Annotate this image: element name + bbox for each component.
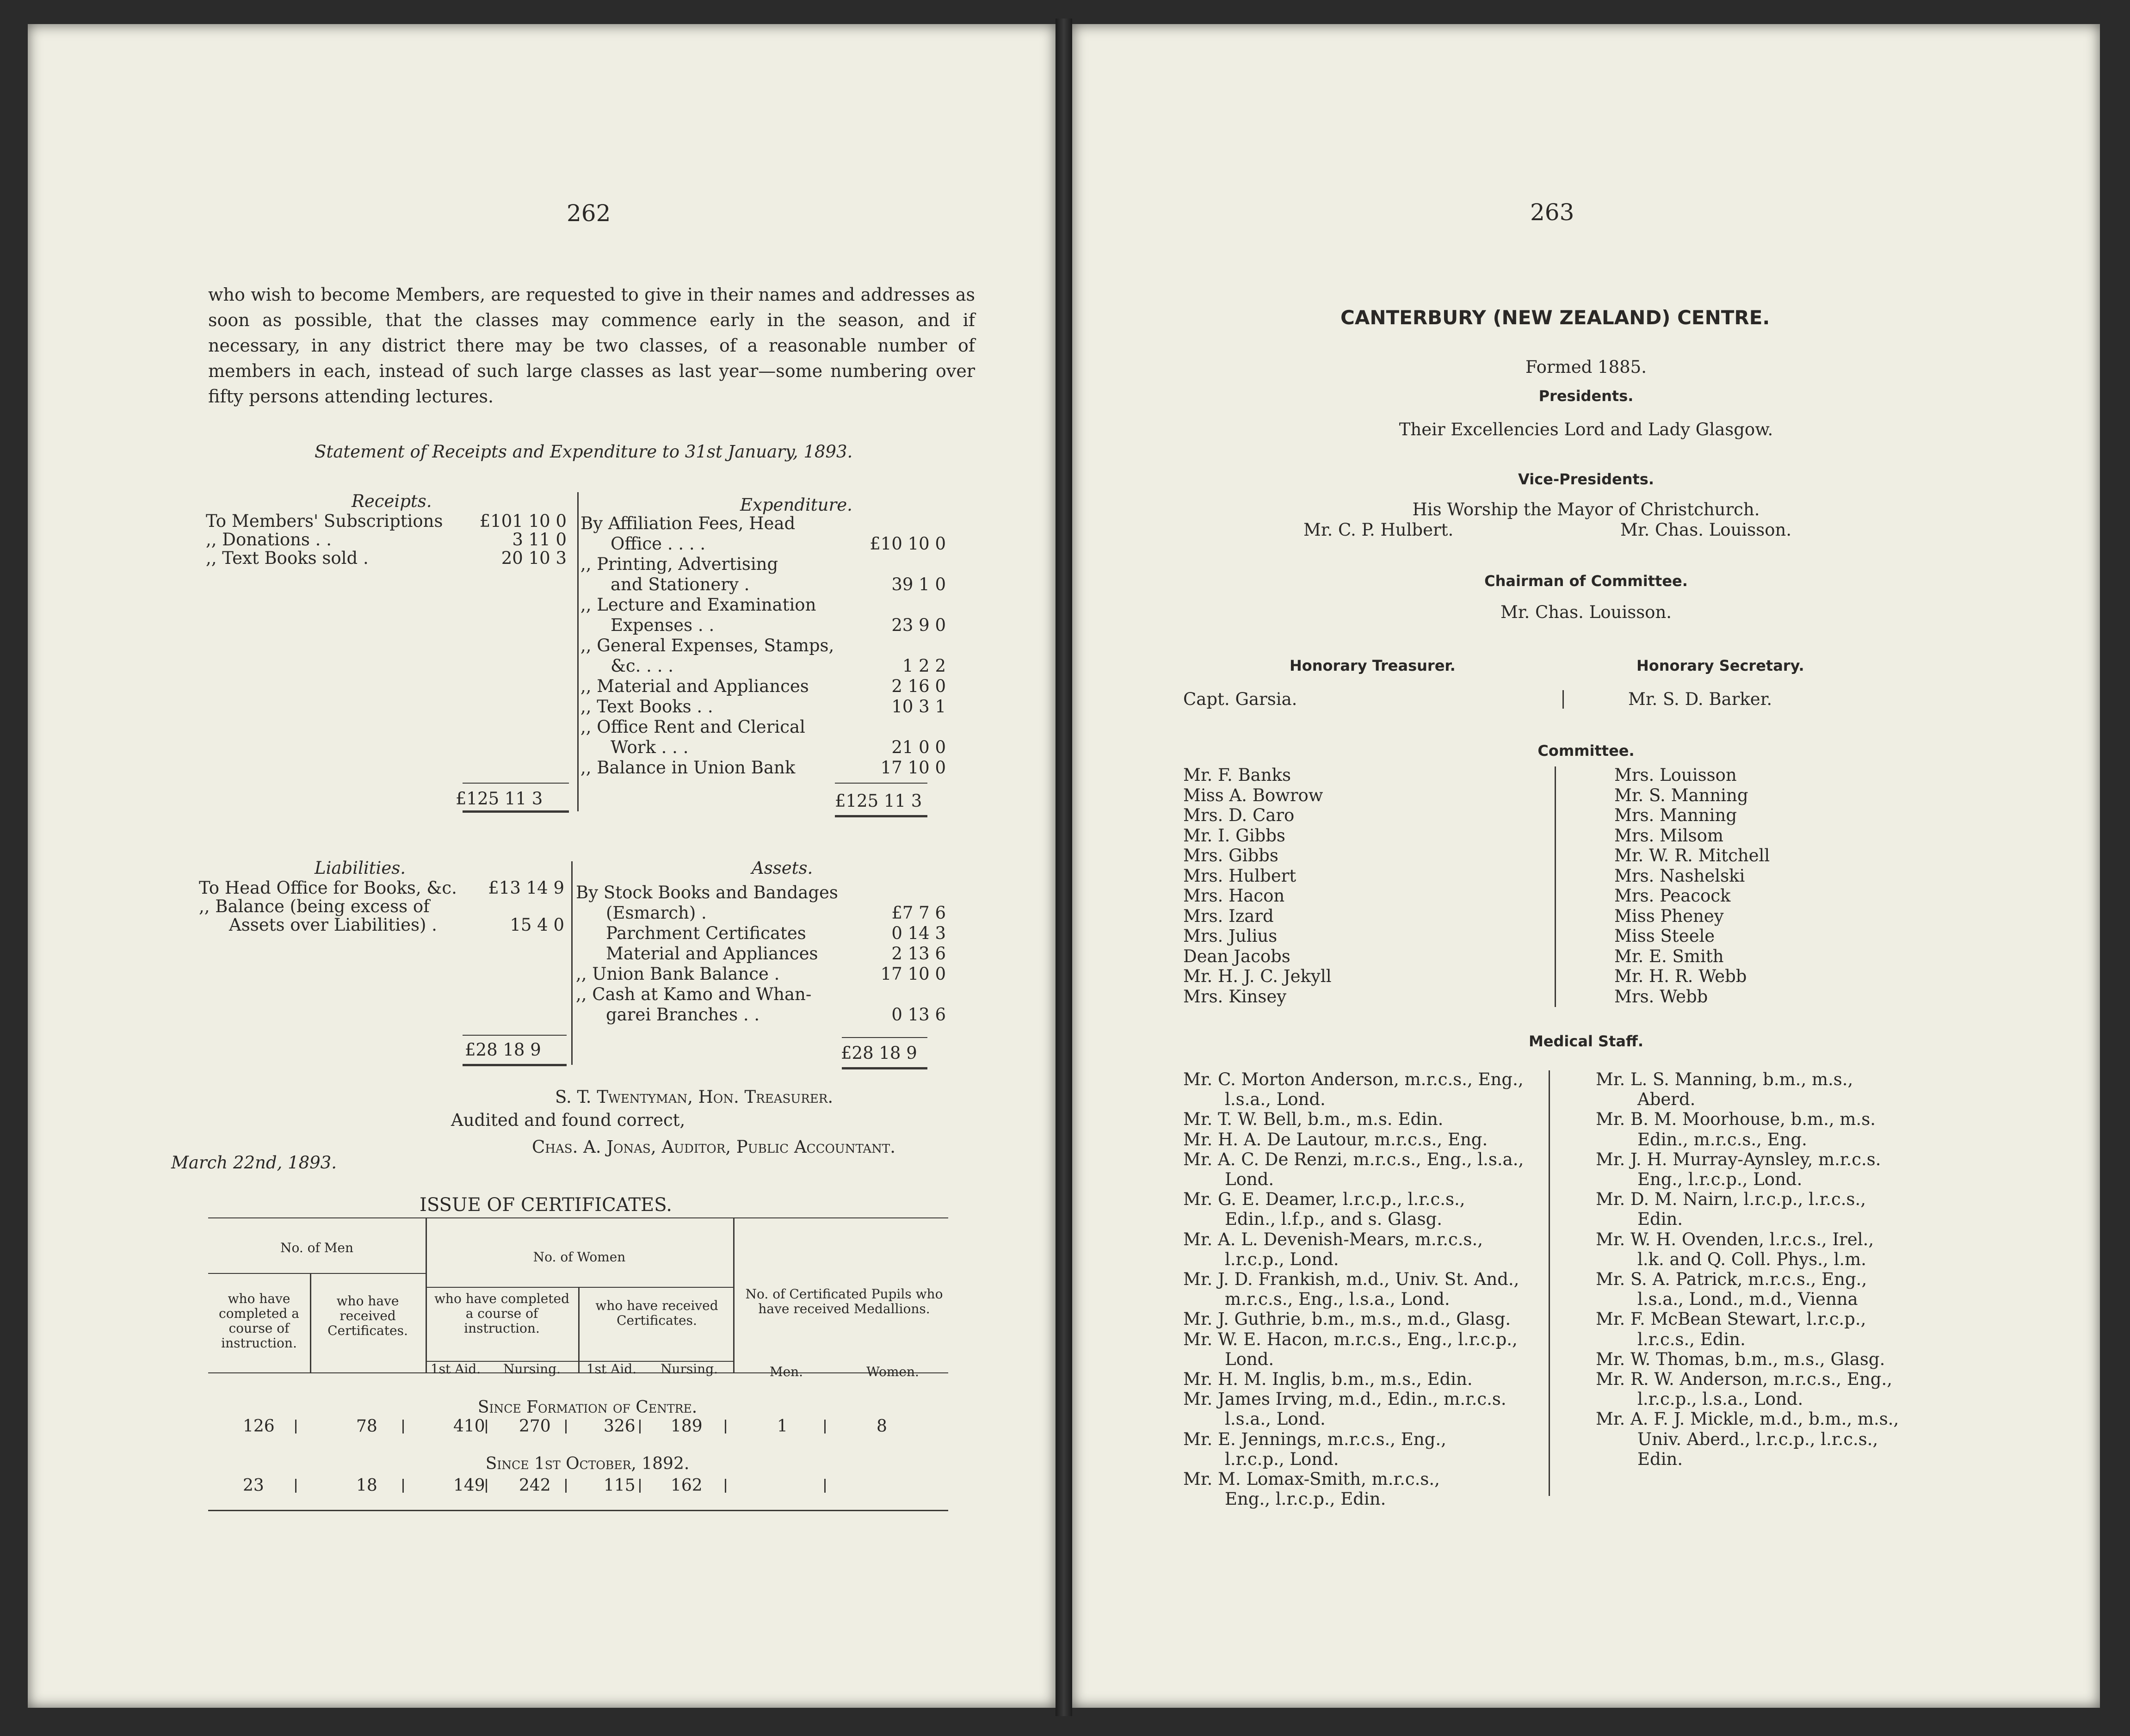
row1-cell: 270 bbox=[519, 1417, 551, 1436]
lia-line-text: To Head Office for Books, &c. bbox=[199, 878, 457, 898]
assets-heading: Assets. bbox=[752, 858, 813, 878]
row1-separator bbox=[402, 1420, 404, 1433]
table-top-rule bbox=[208, 1217, 948, 1218]
assets-rule bbox=[842, 1037, 927, 1038]
centre-title: CANTERBURY (NEW ZEALAND) CENTRE. bbox=[1340, 306, 1770, 329]
women-medal-header: Women. bbox=[866, 1364, 919, 1379]
ast-line-amount: 0 13 6 bbox=[891, 1005, 946, 1025]
exp-line-amount: 17 10 0 bbox=[880, 758, 946, 778]
row1-cell: 78 bbox=[356, 1417, 377, 1436]
ast-line-text: Parchment Certificates bbox=[606, 923, 806, 943]
row1-cell: 189 bbox=[671, 1417, 703, 1436]
comL-entry: Miss A. Bowrow bbox=[1183, 785, 1323, 805]
medL-entry: Mr. T. W. Bell, b.m., m.s. Edin. bbox=[1183, 1109, 1444, 1130]
comR-entry: Mrs. Peacock bbox=[1614, 886, 1731, 906]
nursing-header-2: Nursing. bbox=[660, 1361, 718, 1377]
row2-cell: 242 bbox=[519, 1476, 551, 1495]
row2-separator bbox=[639, 1479, 641, 1493]
medR-entry: Mr. D. M. Nairn, l.r.c.p., l.r.c.s., bbox=[1596, 1189, 1866, 1210]
expenditure-rule bbox=[835, 783, 927, 784]
table-header-rule bbox=[208, 1372, 948, 1373]
row1-separator bbox=[639, 1420, 641, 1433]
medR-entry: Mr. J. H. Murray-Aynsley, m.r.c.s. bbox=[1596, 1149, 1881, 1169]
exp-line-text: ,, Text Books . . bbox=[580, 697, 713, 717]
comR-entry: Mrs. Manning bbox=[1614, 805, 1737, 825]
men-completed-header: who have completed a course of instruction. bbox=[219, 1291, 299, 1351]
ast-line-text: ,, Cash at Kamo and Whan- bbox=[576, 984, 812, 1004]
intro-paragraph: who wish to become Members, are requested to give in their names and addresses as soon as possible, that the classes may commence early in the season, and if necessary, in any district there may be two classes, of a reasonable number of members in each, instead of such large classes as last year—some numbering over fifty persons attending lectures. bbox=[208, 284, 975, 407]
left-page bbox=[28, 24, 1056, 1708]
row2-separator bbox=[565, 1479, 567, 1493]
lia-line-amount: 15 4 0 bbox=[510, 915, 564, 935]
comL-entry: Mr. I. Gibbs bbox=[1183, 825, 1285, 846]
medR-entry: Eng., l.r.c.p., Lond. bbox=[1637, 1169, 1803, 1189]
row2-separator bbox=[295, 1479, 296, 1493]
comR-entry: Mr. E. Smith bbox=[1614, 946, 1724, 966]
medR-entry: Mr. W. Thomas, b.m., m.s., Glasg. bbox=[1596, 1349, 1885, 1369]
comL-entry: Mrs. Hulbert bbox=[1183, 865, 1297, 886]
medL-entry: Mr. E. Jennings, m.r.c.s., Eng., bbox=[1183, 1429, 1446, 1449]
ast-line-text: By Stock Books and Bandages bbox=[576, 883, 838, 902]
rec-line-text: To Members' Subscriptions bbox=[206, 511, 443, 531]
vice-president-2: Mr. C. P. Hulbert. bbox=[1303, 520, 1454, 540]
treasurer-heading: Honorary Treasurer. bbox=[1290, 657, 1456, 674]
receipts-double-rule bbox=[463, 810, 569, 813]
comL-entry: Mrs. Kinsey bbox=[1183, 986, 1287, 1007]
row2-separator bbox=[824, 1479, 826, 1493]
receipts-total: £125 11 3 bbox=[456, 789, 543, 809]
row1-separator bbox=[295, 1420, 296, 1433]
chairman-heading: Chairman of Committee. bbox=[1484, 572, 1688, 590]
comL-entry: Mrs. Hacon bbox=[1183, 886, 1285, 906]
men-header-rule bbox=[208, 1273, 426, 1274]
expenditure-heading: Expenditure. bbox=[740, 495, 852, 515]
since-october-label: Since 1st October, 1892. bbox=[485, 1454, 690, 1473]
exp-line-amount: 10 3 1 bbox=[891, 697, 946, 717]
comR-entry: Mr. S. Manning bbox=[1614, 785, 1748, 805]
medL-entry: Mr. G. E. Deamer, l.r.c.p., l.r.c.s., bbox=[1183, 1189, 1465, 1210]
row1-separator bbox=[565, 1420, 567, 1433]
expenditure-double-rule bbox=[835, 815, 927, 817]
row2-cell: 18 bbox=[356, 1476, 377, 1495]
exp-line-text: Work . . . bbox=[611, 737, 689, 757]
exp-line-text: ,, Material and Appliances bbox=[580, 676, 809, 696]
exp-line-text: ,, Office Rent and Clerical bbox=[580, 717, 805, 737]
row1-cell: 126 bbox=[243, 1417, 275, 1436]
medR-entry: Edin. bbox=[1637, 1449, 1683, 1469]
row1-separator bbox=[824, 1420, 826, 1433]
committee-heading: Committee. bbox=[1537, 742, 1635, 760]
medal-header: No. of Certificated Pupils who have received Medallions. bbox=[745, 1286, 943, 1316]
exp-line-text: ,, Balance in Union Bank bbox=[580, 758, 796, 778]
medR-entry: l.r.c.s., Edin. bbox=[1637, 1329, 1746, 1349]
treasurer-signature: S. T. Twentyman, Hon. Treasurer. bbox=[555, 1087, 833, 1107]
ast-line-amount: £7 7 6 bbox=[891, 903, 946, 923]
vice-president-3: Mr. Chas. Louisson. bbox=[1620, 520, 1792, 540]
expenditure-total: £125 11 3 bbox=[835, 791, 922, 811]
medL-entry: m.r.c.s., Eng., l.s.a., Lond. bbox=[1225, 1289, 1450, 1310]
nursing-header: Nursing. bbox=[503, 1361, 561, 1377]
exp-line-text: Office . . . . bbox=[611, 534, 706, 554]
vice-president-1: His Worship the Mayor of Christchurch. bbox=[1412, 500, 1760, 519]
medR-entry: Mr. W. H. Ovenden, l.r.c.s., Irel., bbox=[1596, 1229, 1874, 1249]
ast-line-amount: 17 10 0 bbox=[880, 964, 946, 984]
medL-entry: Mr. M. Lomax-Smith, m.r.c.s., bbox=[1183, 1469, 1440, 1489]
row2-cell: 115 bbox=[604, 1476, 636, 1495]
medR-entry: Mr. B. M. Moorhouse, b.m., m.s. bbox=[1596, 1109, 1876, 1130]
men-header: No. of Men bbox=[280, 1240, 354, 1255]
medR-entry: Mr. S. A. Patrick, m.r.c.s., Eng., bbox=[1596, 1269, 1867, 1289]
assets-double-rule bbox=[842, 1067, 927, 1069]
exp-line-text: &c. . . . bbox=[611, 656, 673, 676]
row2-cell: 149 bbox=[453, 1476, 485, 1495]
rec-line-text: ,, Text Books sold . bbox=[206, 548, 369, 568]
row2-separator bbox=[725, 1479, 726, 1493]
row1-cell: 8 bbox=[877, 1417, 887, 1436]
men-women-divider bbox=[426, 1218, 427, 1372]
ast-line-text: (Esmarch) . bbox=[606, 903, 707, 923]
ast-line-amount: 2 13 6 bbox=[891, 944, 946, 964]
row2-cell: 162 bbox=[671, 1476, 703, 1495]
medL-entry: Mr. J. Guthrie, b.m., m.s., m.d., Glasg. bbox=[1183, 1309, 1511, 1329]
medL-entry: Mr. W. E. Hacon, m.r.c.s., Eng., l.r.c.p., bbox=[1183, 1329, 1518, 1349]
comL-entry: Mr. H. J. C. Jekyll bbox=[1183, 966, 1332, 986]
medL-entry: Edin., l.f.p., and s. Glasg. bbox=[1225, 1209, 1443, 1229]
exp-line-text: ,, General Expenses, Stamps, bbox=[580, 636, 834, 655]
medR-entry: Edin. bbox=[1637, 1209, 1683, 1229]
receipts-heading: Receipts. bbox=[352, 491, 432, 511]
column-divider-2 bbox=[571, 861, 573, 1065]
comR-entry: Mrs. Webb bbox=[1614, 986, 1708, 1007]
exp-line-amount: 39 1 0 bbox=[891, 575, 946, 594]
medL-entry: Lond. bbox=[1225, 1169, 1274, 1189]
comR-entry: Miss Steele bbox=[1614, 926, 1715, 946]
men-medal-header: Men. bbox=[769, 1364, 803, 1379]
medL-entry: Mr. H. M. Inglis, b.m., m.s., Edin. bbox=[1183, 1369, 1473, 1389]
rec-line-amount: 20 10 3 bbox=[501, 548, 567, 568]
men-received-header: who have received Certificates. bbox=[327, 1293, 408, 1338]
comL-entry: Mrs. D. Caro bbox=[1183, 805, 1295, 825]
right-page bbox=[1072, 24, 2100, 1708]
statement-title: Statement of Receipts and Expenditure to 31st January, 1893. bbox=[315, 442, 853, 462]
women-received-header: who have received Certificates. bbox=[595, 1298, 718, 1328]
presidents-heading: Presidents. bbox=[1538, 387, 1634, 405]
medical-divider bbox=[1549, 1070, 1550, 1496]
exp-line-text: ,, Printing, Advertising bbox=[580, 554, 778, 574]
lia-line-amount: £13 14 9 bbox=[488, 878, 564, 898]
comR-entry: Mrs. Milsom bbox=[1614, 825, 1723, 846]
medR-entry: Edin., m.r.c.s., Eng. bbox=[1637, 1129, 1807, 1149]
medR-entry: Mr. F. McBean Stewart, l.r.c.p., bbox=[1596, 1309, 1866, 1329]
row2-cell: 23 bbox=[243, 1476, 264, 1495]
medR-entry: l.r.c.p., l.s.a., Lond. bbox=[1637, 1389, 1803, 1409]
medL-entry: l.s.a., Lond. bbox=[1225, 1089, 1326, 1110]
medL-entry: Mr. J. D. Frankish, m.d., Univ. St. And., bbox=[1183, 1269, 1519, 1289]
row1-cell: 1 bbox=[777, 1417, 788, 1436]
first-aid-header-2: 1st Aid. bbox=[586, 1361, 637, 1377]
lia-line-text: ,, Balance (being excess of bbox=[199, 896, 430, 916]
comR-entry: Mr. W. R. Mitchell bbox=[1614, 846, 1770, 865]
women-subdivider bbox=[578, 1287, 580, 1372]
medR-entry: Mr. L. S. Manning, b.m., m.s., bbox=[1596, 1069, 1853, 1089]
women-header-rule bbox=[426, 1287, 733, 1288]
since-formation-label: Since Formation of Centre. bbox=[477, 1398, 698, 1417]
exp-line-text: By Affiliation Fees, Head bbox=[580, 513, 796, 533]
comL-entry: Dean Jacobs bbox=[1183, 946, 1290, 966]
row2-separator bbox=[402, 1479, 404, 1493]
women-header: No. of Women bbox=[533, 1249, 626, 1265]
row1-cell: 410 bbox=[453, 1417, 485, 1436]
medL-entry: Mr. A. C. De Renzi, m.r.c.s., Eng., l.s.a., bbox=[1183, 1149, 1524, 1169]
rec-line-amount: £101 10 0 bbox=[479, 511, 567, 531]
medL-entry: Mr. A. L. Devenish-Mears, m.r.c.s., bbox=[1183, 1229, 1483, 1249]
exp-line-amount: 23 9 0 bbox=[891, 615, 946, 635]
medL-entry: Lond. bbox=[1225, 1349, 1274, 1369]
row1-separator bbox=[725, 1420, 726, 1433]
comL-entry: Mrs. Julius bbox=[1183, 926, 1278, 946]
page-number: 263 bbox=[1530, 199, 1574, 226]
women-medal-divider bbox=[733, 1218, 735, 1372]
comL-entry: Mrs. Gibbs bbox=[1183, 846, 1278, 865]
medR-entry: l.k. and Q. Coll. Phys., l.m. bbox=[1637, 1249, 1867, 1269]
liabilities-rule bbox=[463, 1035, 567, 1036]
page-number: 262 bbox=[567, 200, 611, 227]
medR-entry: Mr. A. F. J. Mickle, m.d., b.m., m.s., bbox=[1596, 1409, 1899, 1429]
secretary-heading: Honorary Secretary. bbox=[1636, 657, 1804, 674]
exp-line-amount: 2 16 0 bbox=[891, 676, 946, 696]
row1-separator bbox=[486, 1420, 487, 1433]
exp-line-text: and Stationery . bbox=[611, 575, 750, 594]
committee-divider bbox=[1555, 766, 1556, 1007]
ast-line-text: ,, Union Bank Balance . bbox=[576, 964, 780, 984]
exp-line-text: ,, Lecture and Examination bbox=[580, 595, 816, 615]
medL-entry: l.s.a., Lond. bbox=[1225, 1409, 1326, 1429]
medR-entry: Univ. Aberd., l.r.c.p., l.r.c.s., bbox=[1637, 1429, 1878, 1449]
secretary-name: Mr. S. D. Barker. bbox=[1628, 689, 1772, 709]
auditor-signature: Chas. A. Jonas, Auditor, Public Accountant. bbox=[532, 1137, 895, 1157]
comR-entry: Miss Pheney bbox=[1614, 906, 1724, 926]
comR-entry: Mrs. Nashelski bbox=[1614, 865, 1745, 886]
formed-line: Formed 1885. bbox=[1525, 357, 1647, 377]
comL-entry: Mrs. Izard bbox=[1183, 906, 1274, 926]
medL-entry: l.r.c.p., Lond. bbox=[1225, 1449, 1339, 1469]
rec-line-text: ,, Donations . . bbox=[206, 530, 332, 550]
comL-entry: Mr. F. Banks bbox=[1183, 765, 1291, 785]
chairman-name: Mr. Chas. Louisson. bbox=[1500, 602, 1672, 622]
comR-entry: Mr. H. R. Webb bbox=[1614, 966, 1747, 986]
officers-divider bbox=[1562, 690, 1564, 709]
medL-entry: Eng., l.r.c.p., Edin. bbox=[1225, 1489, 1386, 1509]
liabilities-heading: Liabilities. bbox=[315, 858, 406, 878]
medL-entry: Mr. James Irving, m.d., Edin., m.r.c.s. bbox=[1183, 1389, 1506, 1409]
exp-line-text: Expenses . . bbox=[611, 615, 715, 635]
row2-separator bbox=[486, 1479, 487, 1493]
exp-line-amount: 1 2 2 bbox=[902, 656, 946, 676]
men-subdivider bbox=[310, 1273, 311, 1372]
liabilities-total: £28 18 9 bbox=[465, 1040, 541, 1060]
row1-cell: 326 bbox=[604, 1417, 636, 1436]
medL-entry: Mr. C. Morton Anderson, m.r.c.s., Eng., bbox=[1183, 1069, 1524, 1089]
table-bottom-rule bbox=[208, 1510, 948, 1511]
first-aid-header: 1st Aid. bbox=[430, 1361, 481, 1377]
ast-line-text: garei Branches . . bbox=[606, 1005, 760, 1025]
column-divider bbox=[577, 492, 579, 811]
medR-entry: Aberd. bbox=[1637, 1089, 1696, 1110]
date-line: March 22nd, 1893. bbox=[171, 1153, 337, 1173]
ast-line-amount: 0 14 3 bbox=[891, 923, 946, 943]
comR-entry: Mrs. Louisson bbox=[1614, 765, 1737, 785]
book-gutter bbox=[1056, 19, 1072, 1716]
certificates-title: ISSUE OF CERTIFICATES. bbox=[420, 1194, 672, 1216]
ast-line-text: Material and Appliances bbox=[606, 944, 818, 964]
vice-presidents-heading: Vice-Presidents. bbox=[1518, 470, 1654, 488]
presidents-names: Their Excellencies Lord and Lady Glasgow. bbox=[1399, 420, 1773, 439]
women-completed-header: who have completed a course of instruction. bbox=[434, 1291, 570, 1336]
receipts-rule bbox=[463, 783, 569, 784]
medR-entry: l.s.a., Lond., m.d., Vienna bbox=[1637, 1289, 1858, 1310]
liabilities-double-rule bbox=[463, 1064, 567, 1066]
medL-entry: l.r.c.p., Lond. bbox=[1225, 1249, 1339, 1269]
medL-entry: Mr. H. A. De Lautour, m.r.c.s., Eng. bbox=[1183, 1129, 1488, 1149]
audited-line: Audited and found correct, bbox=[451, 1110, 685, 1130]
medR-entry: Mr. R. W. Anderson, m.r.c.s., Eng., bbox=[1596, 1369, 1892, 1389]
exp-line-amount: 21 0 0 bbox=[891, 737, 946, 757]
exp-line-amount: £10 10 0 bbox=[870, 534, 946, 554]
rec-line-amount: 3 11 0 bbox=[512, 530, 567, 550]
medical-staff-heading: Medical Staff. bbox=[1528, 1032, 1644, 1050]
assets-total: £28 18 9 bbox=[841, 1043, 917, 1063]
treasurer-name: Capt. Garsia. bbox=[1183, 689, 1297, 709]
lia-line-text: Assets over Liabilities) . bbox=[229, 915, 437, 935]
